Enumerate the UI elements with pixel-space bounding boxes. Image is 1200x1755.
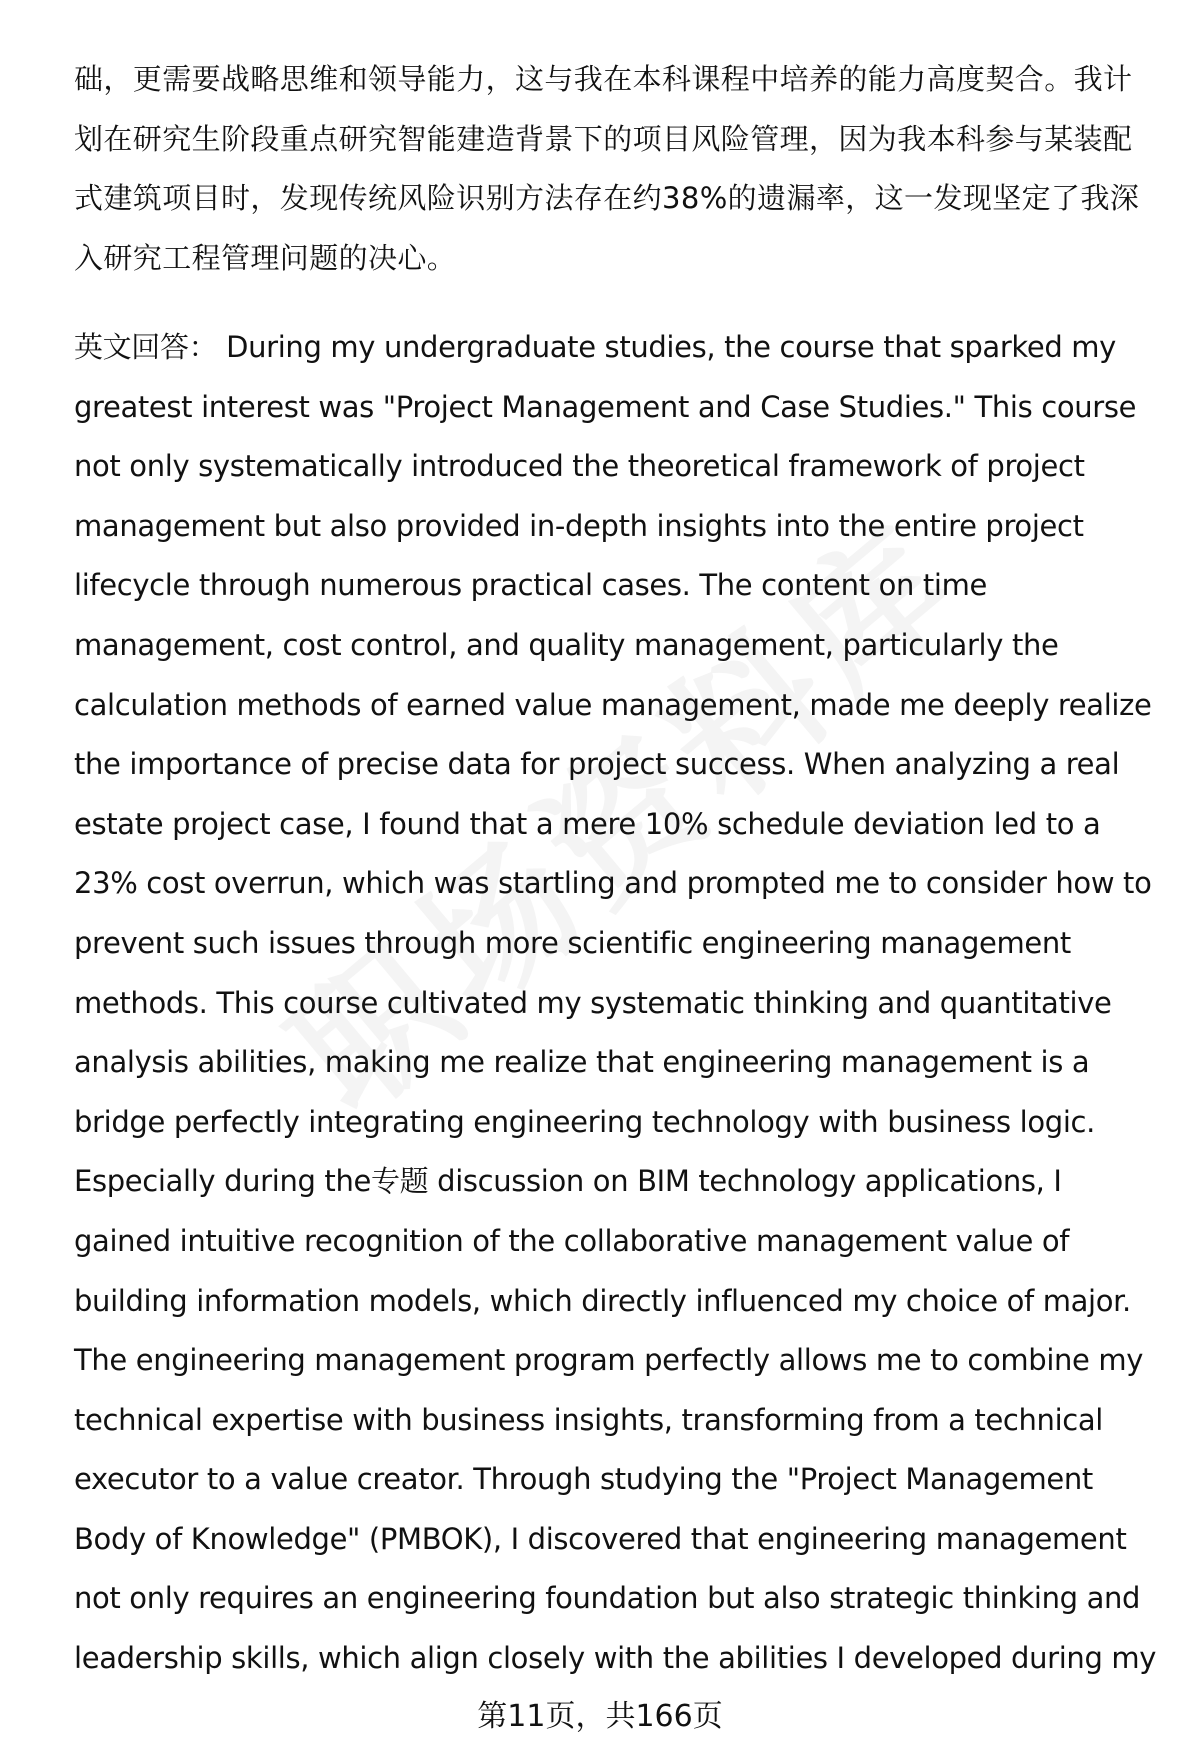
text-line: 23% cost overrun, which was startling and prompted me to consider how to <box>74 866 1152 901</box>
text-line: the importance of precise data for project success. When analyzing a real <box>74 747 1120 782</box>
text-line: building information models, which directly influenced my choice of major. <box>74 1283 1131 1318</box>
text-line: calculation methods of earned value management, made me deeply realize <box>74 687 1152 722</box>
text-line: Body of Knowledge" (PMBOK), I discovered that engineering management <box>74 1521 1127 1556</box>
text-line: Especially during the专题 discussion on BIM technology applications, I <box>74 1164 1062 1199</box>
text-line: leadership skills, which align closely with the abilities I developed during my <box>74 1641 1157 1676</box>
chinese-paragraph <box>74 50 1164 288</box>
text-line: 划在研究生阶段重点研究智能建造背景下的项目风险管理，因为我本科参与某装配 <box>74 121 1133 156</box>
text-line: technical expertise with business insights, transforming from a technical <box>74 1402 1104 1437</box>
text-line: 式建筑项目时，发现传统风险识别方法存在约38%的遗漏率，这一发现坚定了我深 <box>74 181 1140 215</box>
text-line: 英文回答： During my undergraduate studies, the course that sparked my <box>74 330 1116 364</box>
text-line: methods. This course cultivated my systematic thinking and quantitative <box>74 985 1112 1020</box>
text-line: management, cost control, and quality management, particularly the <box>74 627 1059 662</box>
text-line: The engineering management program perfectly allows me to combine my <box>74 1343 1144 1378</box>
text-line: lifecycle through numerous practical cases. The content on time <box>74 568 987 603</box>
text-line: management but also provided in-depth insights into the entire project <box>74 508 1084 543</box>
text-line: prevent such issues through more scientific engineering management <box>74 925 1071 960</box>
page-number-footer: 第11页，共166页 <box>477 1699 723 1734</box>
text-line: not only systematically introduced the theoretical framework of project <box>74 449 1085 484</box>
text-line: 础，更需要战略思维和领导能力，这与我在本科课程中培养的能力高度契合。我计 <box>74 62 1133 96</box>
text-line: estate project case, I found that a mere 10% schedule deviation led to a <box>74 806 1101 841</box>
text-line: 入研究工程管理问题的决心。 <box>74 240 457 275</box>
text-line: executor to a value creator. Through studying the "Project Management <box>74 1462 1093 1497</box>
text-line: gained intuitive recognition of the collaborative management value of <box>74 1223 1070 1258</box>
text-line: bridge perfectly integrating engineering technology with business logic. <box>74 1104 1095 1139</box>
text-line: greatest interest was "Project Management and Case Studies." This course <box>74 389 1137 424</box>
text-line: not only requires an engineering foundation but also strategic thinking and <box>74 1581 1141 1616</box>
text-line: analysis abilities, making me realize that engineering management is a <box>74 1045 1090 1080</box>
english-answer-paragraph <box>74 318 1164 1689</box>
